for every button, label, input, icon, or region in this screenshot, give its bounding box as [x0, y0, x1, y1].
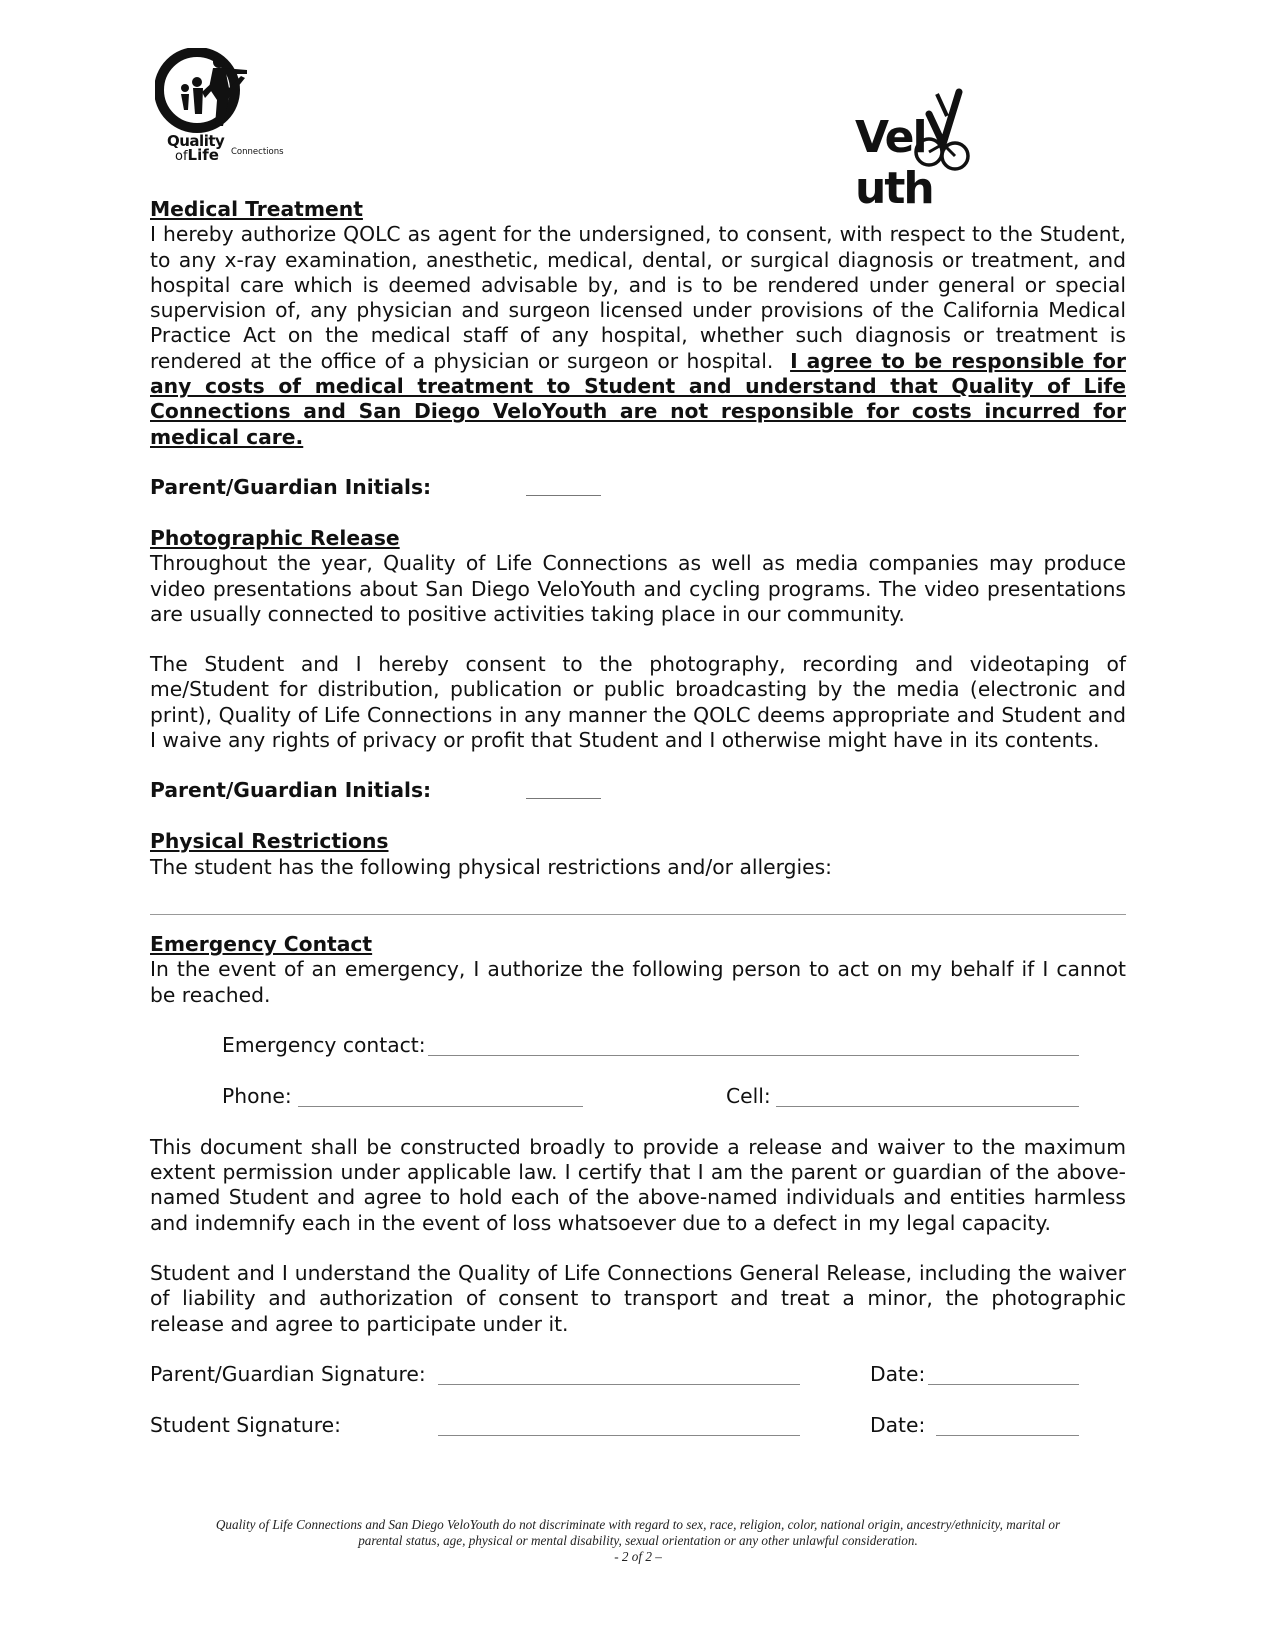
photographic-release-heading: Photographic Release [150, 525, 400, 550]
medical-treatment-heading: Medical Treatment [150, 197, 363, 221]
parent-date-label: Date: [870, 1361, 926, 1386]
phone-row [150, 1084, 1126, 1110]
nondiscrimination-footer [150, 1517, 1126, 1565]
student-signature-row [150, 1413, 1126, 1439]
cell-field[interactable] [776, 1106, 1079, 1107]
medical-cost-statement: I agree to be responsible for any costs of medical treatment to Student and understand that Quality of Life Connections and San Diego VeloYouth are not responsible for costs incurred for medical care. [150, 348, 1126, 449]
initials-row-medical [150, 475, 1126, 501]
parent-signature-row [150, 1362, 1126, 1388]
document-body [150, 197, 1126, 1439]
photographic-release-text-2: The Student and I hereby consent to the photography, recording and videotaping of me/Student for distribution, publication or public broadcasting by the media (electronic and print), Quality of Life Connections in any manner the QOLC deems appropriate and Student and I waive any rights of privacy or profit that Student and I otherwise might have in its contents. [150, 652, 1126, 753]
veloyouth-logo-part2: uth [855, 163, 933, 214]
student-date-label: Date: [870, 1412, 926, 1437]
emergency-contact-row [150, 1033, 1126, 1059]
qolc-logo-oflife-text [175, 146, 219, 164]
cell-label: Cell: [726, 1083, 771, 1108]
initials-field-photo[interactable] [526, 798, 601, 799]
phone-field[interactable] [298, 1106, 583, 1107]
initials-row-photo [150, 778, 1126, 804]
general-release-text: Student and I understand the Quality of Life Connections General Release, including the waiver of liability and authorization of consent to transport and treat a minor, the photographic release and agree to participate under it. [150, 1261, 1126, 1336]
release-waiver-text: This document shall be constructed broadly to provide a release and waiver to the maximum extent permission under applicable law. I certify that I am the parent or guardian of the above-named Student and agree to hold each of the above-named individuals and entities harmless and indemnify each in the event of loss whatsoever due to a defect in my legal capacity. [150, 1134, 1126, 1235]
medical-treatment-body: I hereby authorize QOLC as agent for the undersigned, to consent, with respect to the Student, to any x-ray examination, anesthetic, medical, dental, or surgical diagnosis or treatment, and hospital care which is deemed advisable by, and is to be rendered under general or special supervision of, any physician and surgeon licensed under provisions of the California Medical Practice Act on the medical staff of any hospital, whether such diagnosis or treatment is rendered at the office of a physician or surgeon or hospital. [150, 222, 1126, 373]
qolc-logo-connections-text: Connections [231, 147, 284, 157]
parent-signature-label: Parent/Guardian Signature: [150, 1361, 426, 1386]
bicycle-y-icon [907, 88, 987, 184]
student-date-field[interactable] [936, 1435, 1079, 1436]
medical-treatment-text [150, 222, 1126, 450]
emergency-contact-text: In the event of an emergency, I authorize the following person to act on my behalf if I cannot be reached. [150, 957, 1126, 1007]
qolc-logo-of: of [175, 149, 188, 164]
page-number: - 2 of 2 – [614, 1549, 662, 1564]
restrictions-field[interactable] [150, 880, 1126, 915]
initials-field-medical[interactable] [526, 495, 601, 496]
phone-label: Phone: [222, 1083, 292, 1108]
veloyouth-logo-part1: Vel [855, 112, 926, 163]
parent-date-field[interactable] [928, 1384, 1079, 1385]
parent-signature-field[interactable] [438, 1384, 800, 1385]
footer-line-2: parental status, age, physical or mental disability, sexual orientation or any other unlawful consideration. [358, 1533, 918, 1548]
student-signature-field[interactable] [438, 1435, 800, 1436]
qolc-logo-quality-text: Quality [167, 132, 225, 150]
emergency-contact-field[interactable] [428, 1055, 1079, 1056]
initials-label: Parent/Guardian Initials: [150, 778, 432, 803]
physical-restrictions-text: The student has the following physical restrictions and/or allergies: [150, 854, 832, 879]
physical-restrictions-heading: Physical Restrictions [150, 829, 389, 854]
initials-label: Parent/Guardian Initials: [150, 474, 432, 499]
photographic-release-text-1: Throughout the year, Quality of Life Connections as well as media companies may produce video presentations about San Diego VeloYouth and cycling programs. The video presentations are usually connected to positive activities taking place in our community. [150, 551, 1126, 626]
veloyouth-logo [855, 88, 1055, 214]
emergency-contact-label: Emergency contact: [222, 1032, 426, 1057]
qolc-logo-life: Life [187, 146, 219, 164]
emergency-contact-heading: Emergency Contact [150, 931, 373, 956]
footer-line-1: Quality of Life Connections and San Diego VeloYouth do not discriminate with regard to sex, race, religion, color, national origin, ancestry/ethnicity, marital or [215, 1517, 1061, 1532]
qolc-logo [155, 48, 295, 168]
student-signature-label: Student Signature: [150, 1412, 341, 1437]
